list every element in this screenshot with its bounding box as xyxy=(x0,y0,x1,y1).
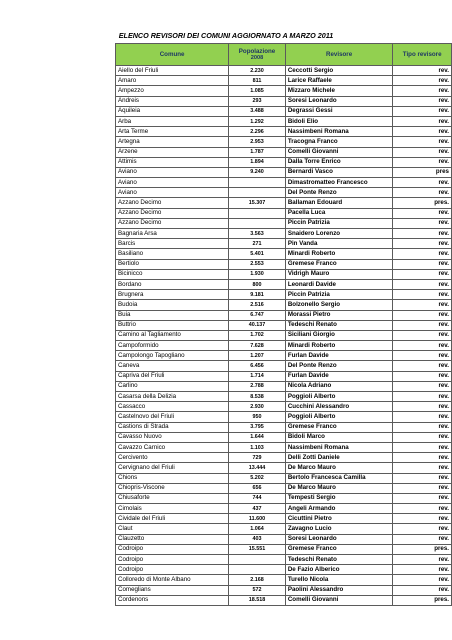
cell-popolazione: 3.795 xyxy=(229,422,286,432)
cell-tipo-revisore: rev. xyxy=(393,66,452,76)
header-popolazione-label: Popolazione xyxy=(238,47,276,55)
cell-tipo-revisore: rev. xyxy=(393,483,452,493)
cell-revisore: Minardi Roberto xyxy=(285,341,392,351)
cell-revisore: De Fazio Alberico xyxy=(285,565,392,575)
cell-revisore: Del Ponte Renzo xyxy=(285,361,392,371)
cell-popolazione: 2.788 xyxy=(229,381,286,391)
cell-tipo-revisore: rev. xyxy=(393,565,452,575)
cell-comune: Amaro xyxy=(116,76,229,86)
cell-revisore: Ceccotti Sergio xyxy=(285,66,392,76)
cell-tipo-revisore: rev. xyxy=(393,249,452,259)
cell-comune: Aviano xyxy=(116,188,229,198)
cell-revisore: Vidrigh Mauro xyxy=(285,269,392,279)
table-row xyxy=(116,422,452,432)
table-row xyxy=(116,555,452,565)
cell-comune: Arba xyxy=(116,116,229,126)
cell-popolazione: 8.538 xyxy=(229,392,286,402)
table-row xyxy=(116,402,452,412)
cell-tipo-revisore: rev. xyxy=(393,269,452,279)
cell-revisore: Tempesti Sergio xyxy=(285,493,392,503)
table-row xyxy=(116,188,452,198)
cell-revisore: Zavagno Lucio xyxy=(285,524,392,534)
cell-tipo-revisore: rev. xyxy=(393,137,452,147)
cell-revisore: Cucchini Alessandro xyxy=(285,402,392,412)
cell-comune: Capriva del Friuli xyxy=(116,371,229,381)
cell-tipo-revisore: rev. xyxy=(393,229,452,239)
cell-popolazione: 950 xyxy=(229,412,286,422)
header-tipo-revisore: Tipo revisore xyxy=(393,44,452,66)
cell-tipo-revisore: rev. xyxy=(393,106,452,116)
cell-tipo-revisore: rev. xyxy=(393,116,452,126)
table-row xyxy=(116,524,452,534)
cell-revisore: Delli Zotti Daniele xyxy=(285,453,392,463)
cell-popolazione: 15.307 xyxy=(229,198,286,208)
cell-revisore: Gremese Franco xyxy=(285,544,392,554)
cell-comune: Azzano Decimo xyxy=(116,208,229,218)
table-row xyxy=(116,106,452,116)
table-row xyxy=(116,259,452,269)
cell-popolazione: 5.401 xyxy=(229,249,286,259)
cell-revisore: Mizzaro Michele xyxy=(285,86,392,96)
cell-comune: Aquileia xyxy=(116,106,229,116)
cell-revisore: Furlan Davide xyxy=(285,351,392,361)
table-row xyxy=(116,565,452,575)
cell-popolazione: 13.444 xyxy=(229,463,286,473)
cell-revisore: Tracogna Franco xyxy=(285,137,392,147)
table-row xyxy=(116,341,452,351)
cell-revisore: Comelli Giovanni xyxy=(285,147,392,157)
cell-revisore: Turello Nicola xyxy=(285,575,392,585)
cell-popolazione: 293 xyxy=(229,96,286,106)
cell-tipo-revisore: pres xyxy=(393,167,452,177)
cell-revisore: Cicuttini Pietro xyxy=(285,514,392,524)
cell-tipo-revisore: rev. xyxy=(393,351,452,361)
cell-revisore: Nassimbeni Romana xyxy=(285,442,392,452)
cell-tipo-revisore: rev. xyxy=(393,330,452,340)
cell-comune: Aviano xyxy=(116,178,229,188)
cell-popolazione: 744 xyxy=(229,493,286,503)
cell-tipo-revisore: rev. xyxy=(393,504,452,514)
table-row xyxy=(116,504,452,514)
table-row xyxy=(116,300,452,310)
cell-revisore: Comelli Giovanni xyxy=(285,595,392,605)
cell-comune: Clauzetto xyxy=(116,534,229,544)
cell-tipo-revisore: rev. xyxy=(393,575,452,585)
cell-comune: Cordenons xyxy=(116,595,229,605)
cell-tipo-revisore: rev. xyxy=(393,96,452,106)
cell-popolazione: 7.628 xyxy=(229,341,286,351)
header-popolazione-year: 2008 xyxy=(250,54,264,61)
table-row xyxy=(116,514,452,524)
cell-comune: Codroipo xyxy=(116,544,229,554)
table-row xyxy=(116,76,452,86)
cell-popolazione: 1.930 xyxy=(229,269,286,279)
cell-popolazione: 15.551 xyxy=(229,544,286,554)
cell-tipo-revisore: rev. xyxy=(393,493,452,503)
cell-revisore: Minardi Roberto xyxy=(285,249,392,259)
cell-comune: Cavasso Nuovo xyxy=(116,432,229,442)
cell-comune: Buia xyxy=(116,310,229,320)
table-row xyxy=(116,290,452,300)
cell-popolazione: 2.930 xyxy=(229,402,286,412)
cell-comune: Cervignano del Friuli xyxy=(116,463,229,473)
table-row xyxy=(116,585,452,595)
cell-comune: Basiliano xyxy=(116,249,229,259)
cell-tipo-revisore: rev. xyxy=(393,432,452,442)
cell-comune: Artegna xyxy=(116,137,229,147)
cell-comune: Cassacco xyxy=(116,402,229,412)
table-header-row xyxy=(116,44,452,66)
cell-comune: Arzene xyxy=(116,147,229,157)
table-row xyxy=(116,198,452,208)
table-row xyxy=(116,453,452,463)
revisori-table xyxy=(115,43,452,606)
cell-tipo-revisore: rev. xyxy=(393,218,452,228)
cell-tipo-revisore: rev. xyxy=(393,453,452,463)
cell-tipo-revisore: rev. xyxy=(393,290,452,300)
cell-popolazione xyxy=(229,208,286,218)
table-row xyxy=(116,392,452,402)
cell-comune: Caneva xyxy=(116,361,229,371)
cell-tipo-revisore: rev. xyxy=(393,178,452,188)
cell-revisore: Bolzonello Sergio xyxy=(285,300,392,310)
cell-revisore: De Marco Mauro xyxy=(285,483,392,493)
cell-tipo-revisore: rev. xyxy=(393,208,452,218)
cell-revisore: Gremese Franco xyxy=(285,259,392,269)
cell-revisore: Paolini Alessandro xyxy=(285,585,392,595)
table-row xyxy=(116,229,452,239)
cell-tipo-revisore: rev. xyxy=(393,442,452,452)
table-row xyxy=(116,361,452,371)
table-row xyxy=(116,157,452,167)
cell-popolazione xyxy=(229,218,286,228)
cell-comune: Cavazzo Carnico xyxy=(116,442,229,452)
cell-comune: Casarsa della Delizia xyxy=(116,392,229,402)
cell-revisore: Siciliani Giorgio xyxy=(285,330,392,340)
table-row xyxy=(116,239,452,249)
cell-tipo-revisore: rev. xyxy=(393,147,452,157)
cell-popolazione: 1.644 xyxy=(229,432,286,442)
table-row xyxy=(116,218,452,228)
cell-comune: Andreis xyxy=(116,96,229,106)
cell-revisore: Bertolo Francesca Camilla xyxy=(285,473,392,483)
cell-popolazione: 6.456 xyxy=(229,361,286,371)
cell-tipo-revisore: rev. xyxy=(393,402,452,412)
table-row xyxy=(116,137,452,147)
cell-tipo-revisore: rev. xyxy=(393,473,452,483)
cell-comune: Aviano xyxy=(116,167,229,177)
table-row xyxy=(116,575,452,585)
cell-popolazione: 1.787 xyxy=(229,147,286,157)
cell-tipo-revisore: rev. xyxy=(393,371,452,381)
cell-revisore: Furlan Davide xyxy=(285,371,392,381)
table-row xyxy=(116,483,452,493)
cell-popolazione: 1.064 xyxy=(229,524,286,534)
cell-popolazione: 2.296 xyxy=(229,127,286,137)
table-body xyxy=(116,66,452,606)
cell-popolazione xyxy=(229,178,286,188)
cell-popolazione xyxy=(229,188,286,198)
cell-tipo-revisore: pres. xyxy=(393,595,452,605)
cell-comune: Bicinicco xyxy=(116,269,229,279)
table-row xyxy=(116,330,452,340)
cell-tipo-revisore: rev. xyxy=(393,555,452,565)
cell-revisore: Degrassi Gessi xyxy=(285,106,392,116)
cell-tipo-revisore: rev. xyxy=(393,422,452,432)
cell-popolazione: 9.181 xyxy=(229,290,286,300)
cell-popolazione: 403 xyxy=(229,534,286,544)
cell-popolazione: 2.553 xyxy=(229,259,286,269)
table-row xyxy=(116,249,452,259)
table-row xyxy=(116,534,452,544)
cell-tipo-revisore: rev. xyxy=(393,524,452,534)
cell-revisore: Piccin Patrizia xyxy=(285,218,392,228)
cell-popolazione: 1.894 xyxy=(229,157,286,167)
cell-comune: Barcis xyxy=(116,239,229,249)
header-revisore: Revisore xyxy=(285,44,392,66)
cell-tipo-revisore: pres. xyxy=(393,198,452,208)
cell-comune: Aiello del Friuli xyxy=(116,66,229,76)
table-row xyxy=(116,208,452,218)
cell-tipo-revisore: rev. xyxy=(393,279,452,289)
cell-revisore: Nicola Adriano xyxy=(285,381,392,391)
cell-popolazione: 811 xyxy=(229,76,286,86)
table-row xyxy=(116,371,452,381)
table-row xyxy=(116,320,452,330)
cell-popolazione: 5.202 xyxy=(229,473,286,483)
cell-comune: Campoformido xyxy=(116,341,229,351)
table-row xyxy=(116,432,452,442)
cell-revisore: De Marco Mauro xyxy=(285,463,392,473)
cell-comune: Camino al Tagliamento xyxy=(116,330,229,340)
cell-tipo-revisore: rev. xyxy=(393,534,452,544)
table-row xyxy=(116,351,452,361)
cell-revisore: Tedeschi Renato xyxy=(285,320,392,330)
cell-popolazione: 572 xyxy=(229,585,286,595)
cell-popolazione: 729 xyxy=(229,453,286,463)
cell-popolazione: 656 xyxy=(229,483,286,493)
cell-comune: Azzano Decimo xyxy=(116,198,229,208)
table-row xyxy=(116,127,452,137)
table-row xyxy=(116,147,452,157)
cell-revisore: Soresi Leonardo xyxy=(285,534,392,544)
cell-revisore: Poggioli Alberto xyxy=(285,392,392,402)
cell-comune: Chiusaforte xyxy=(116,493,229,503)
cell-popolazione: 3.563 xyxy=(229,229,286,239)
cell-popolazione: 6.747 xyxy=(229,310,286,320)
cell-popolazione: 800 xyxy=(229,279,286,289)
cell-revisore: Pin Vanda xyxy=(285,239,392,249)
cell-revisore: Dalla Torre Enrico xyxy=(285,157,392,167)
cell-comune: Chions xyxy=(116,473,229,483)
cell-tipo-revisore: rev. xyxy=(393,239,452,249)
cell-revisore: Poggioli Alberto xyxy=(285,412,392,422)
cell-comune: Carlino xyxy=(116,381,229,391)
cell-popolazione: 437 xyxy=(229,504,286,514)
table-row xyxy=(116,269,452,279)
cell-revisore: Bidoli Marco xyxy=(285,432,392,442)
cell-comune: Cimolais xyxy=(116,504,229,514)
cell-revisore: Snaidero Lorenzo xyxy=(285,229,392,239)
cell-tipo-revisore: rev. xyxy=(393,320,452,330)
cell-popolazione: 2.168 xyxy=(229,575,286,585)
cell-comune: Arta Terme xyxy=(116,127,229,137)
cell-revisore: Bernardi Vasco xyxy=(285,167,392,177)
cell-revisore: Larice Raffaele xyxy=(285,76,392,86)
cell-comune: Castelnovo del Friuli xyxy=(116,412,229,422)
cell-tipo-revisore: rev. xyxy=(393,463,452,473)
cell-tipo-revisore: rev. xyxy=(393,514,452,524)
cell-popolazione: 1.292 xyxy=(229,116,286,126)
cell-tipo-revisore: rev. xyxy=(393,188,452,198)
cell-popolazione: 2.953 xyxy=(229,137,286,147)
cell-tipo-revisore: rev. xyxy=(393,341,452,351)
cell-comune: Campolongo Tapogliano xyxy=(116,351,229,361)
cell-tipo-revisore: rev. xyxy=(393,127,452,137)
cell-comune: Bagnaria Arsa xyxy=(116,229,229,239)
cell-revisore: Nassimbeni Romana xyxy=(285,127,392,137)
table-row xyxy=(116,116,452,126)
cell-tipo-revisore: rev. xyxy=(393,259,452,269)
cell-popolazione: 1.702 xyxy=(229,330,286,340)
cell-comune: Castions di Strada xyxy=(116,422,229,432)
cell-popolazione: 1.085 xyxy=(229,86,286,96)
cell-comune: Claut xyxy=(116,524,229,534)
cell-tipo-revisore: rev. xyxy=(393,157,452,167)
cell-revisore: Soresi Leonardo xyxy=(285,96,392,106)
cell-popolazione: 9.240 xyxy=(229,167,286,177)
cell-comune: Comeglians xyxy=(116,585,229,595)
document-title: ELENCO REVISORI DEI COMUNI AGGIORNATO A MARZO 2011 xyxy=(118,31,334,40)
cell-comune: Azzano Decimo xyxy=(116,218,229,228)
cell-tipo-revisore: rev. xyxy=(393,300,452,310)
cell-comune: Budoia xyxy=(116,300,229,310)
table-row xyxy=(116,178,452,188)
cell-tipo-revisore: rev. xyxy=(393,392,452,402)
cell-comune: Brugnera xyxy=(116,290,229,300)
table-row xyxy=(116,279,452,289)
cell-tipo-revisore: rev. xyxy=(393,412,452,422)
cell-comune: Attimis xyxy=(116,157,229,167)
cell-revisore: Del Ponte Renzo xyxy=(285,188,392,198)
cell-revisore: Leonardi Davide xyxy=(285,279,392,289)
table-row xyxy=(116,66,452,76)
cell-comune: Cividale del Friuli xyxy=(116,514,229,524)
cell-tipo-revisore: rev. xyxy=(393,381,452,391)
table-row xyxy=(116,310,452,320)
cell-comune: Chiopris-Viscone xyxy=(116,483,229,493)
cell-tipo-revisore: rev. xyxy=(393,310,452,320)
cell-popolazione xyxy=(229,555,286,565)
cell-popolazione: 40.137 xyxy=(229,320,286,330)
table-row xyxy=(116,86,452,96)
table-row xyxy=(116,381,452,391)
cell-revisore: Morassi Pietro xyxy=(285,310,392,320)
cell-popolazione: 1.714 xyxy=(229,371,286,381)
cell-popolazione xyxy=(229,565,286,575)
cell-popolazione: 18.518 xyxy=(229,595,286,605)
cell-revisore: Ballaman Edouard xyxy=(285,198,392,208)
cell-popolazione: 2.516 xyxy=(229,300,286,310)
table-row xyxy=(116,96,452,106)
table-row xyxy=(116,442,452,452)
table-row xyxy=(116,595,452,605)
cell-comune: Bordano xyxy=(116,279,229,289)
cell-comune: Cercivento xyxy=(116,453,229,463)
cell-comune: Codroipo xyxy=(116,565,229,575)
header-popolazione xyxy=(229,44,286,66)
cell-popolazione: 1.103 xyxy=(229,442,286,452)
cell-comune: Ampezzo xyxy=(116,86,229,96)
cell-revisore: Dimastromatteo Francesco xyxy=(285,178,392,188)
cell-revisore: Tedeschi Renato xyxy=(285,555,392,565)
table-row xyxy=(116,473,452,483)
cell-revisore: Gremese Franco xyxy=(285,422,392,432)
cell-popolazione: 3.488 xyxy=(229,106,286,116)
cell-popolazione: 11.600 xyxy=(229,514,286,524)
cell-revisore: Bidoli Elio xyxy=(285,116,392,126)
cell-tipo-revisore: rev. xyxy=(393,76,452,86)
cell-revisore: Piccin Patrizia xyxy=(285,290,392,300)
table-row xyxy=(116,493,452,503)
header-comune: Comune xyxy=(116,44,229,66)
cell-comune: Colloredo di Monte Albano xyxy=(116,575,229,585)
table-row xyxy=(116,463,452,473)
table-row xyxy=(116,167,452,177)
cell-popolazione: 2.230 xyxy=(229,66,286,76)
cell-tipo-revisore: rev. xyxy=(393,585,452,595)
cell-comune: Codroipo xyxy=(116,555,229,565)
table-row xyxy=(116,412,452,422)
cell-comune: Buttrio xyxy=(116,320,229,330)
cell-popolazione: 271 xyxy=(229,239,286,249)
table-row xyxy=(116,544,452,554)
cell-tipo-revisore: rev. xyxy=(393,86,452,96)
cell-revisore: Angeli Armando xyxy=(285,504,392,514)
cell-revisore: Pacella Luca xyxy=(285,208,392,218)
cell-tipo-revisore: rev. xyxy=(393,361,452,371)
cell-comune: Bertiolo xyxy=(116,259,229,269)
cell-tipo-revisore: pres. xyxy=(393,544,452,554)
cell-popolazione: 1.207 xyxy=(229,351,286,361)
